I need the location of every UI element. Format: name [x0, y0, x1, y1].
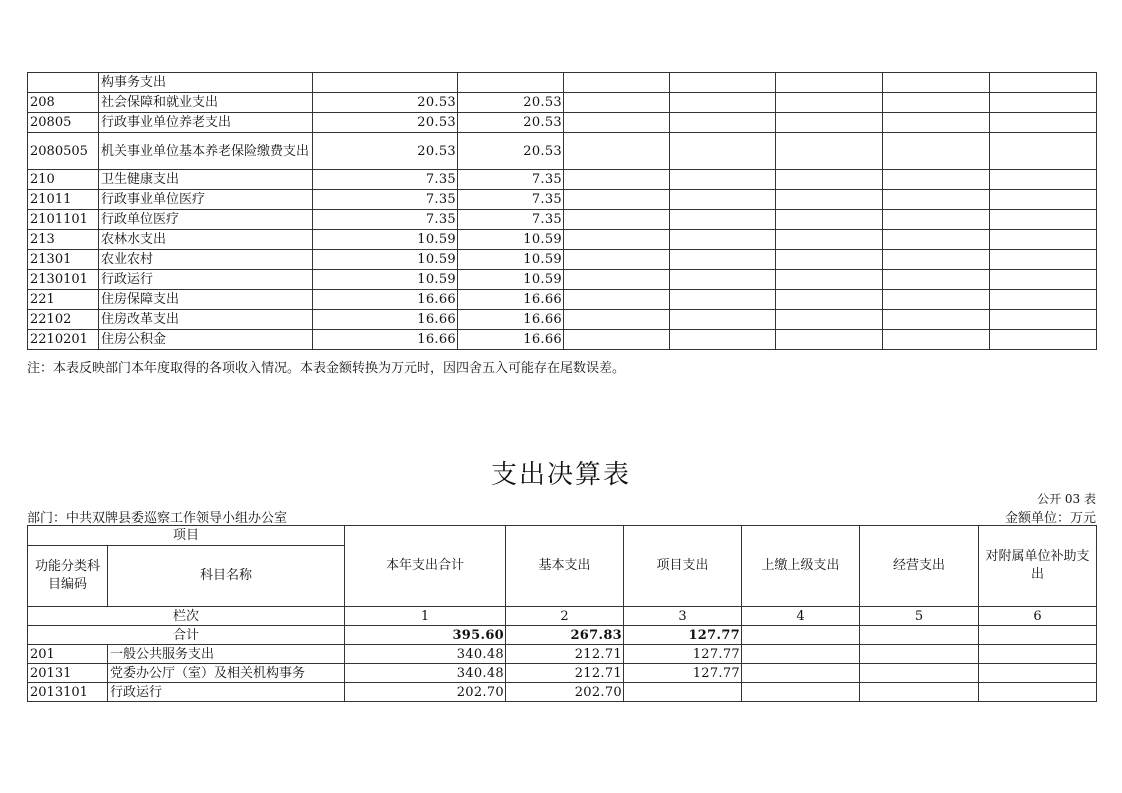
empty-cell — [883, 290, 990, 310]
code-header: 功能分类科目编码 — [28, 546, 108, 607]
project-expense-header: 项目支出 — [624, 526, 742, 607]
department-label: 部门：中共双牌县委巡察工作领导小组办公室 — [27, 511, 288, 526]
empty-cell — [979, 645, 1097, 664]
total-amount — [313, 73, 458, 93]
empty-cell — [670, 170, 776, 190]
basic-amount: 7.35 — [458, 210, 564, 230]
empty-cell — [670, 230, 776, 250]
table-note: 注：本表反映部门本年度取得的各项收入情况。本表金额转换为万元时，因四舍五入可能存在尾数误差。 — [27, 361, 626, 376]
business-header: 经营支出 — [860, 526, 979, 607]
total-amount: 7.35 — [313, 210, 458, 230]
empty-cell — [860, 664, 979, 683]
column-number-row — [28, 607, 1097, 626]
subject-name: 行政单位医疗 — [99, 210, 313, 230]
subject-code: 2101101 — [28, 210, 99, 230]
basic-amount: 212.71 — [506, 664, 624, 683]
table-row — [28, 270, 1097, 290]
empty-cell — [979, 626, 1097, 645]
empty-cell — [776, 310, 883, 330]
empty-cell — [883, 190, 990, 210]
subject-code: 22102 — [28, 310, 99, 330]
empty-cell — [776, 330, 883, 350]
empty-cell — [670, 250, 776, 270]
empty-cell — [670, 330, 776, 350]
empty-cell — [883, 310, 990, 330]
subject-code: 2080505 — [28, 133, 99, 170]
empty-cell — [990, 230, 1097, 250]
empty-cell — [990, 310, 1097, 330]
empty-cell — [776, 210, 883, 230]
empty-cell — [564, 170, 670, 190]
column-number: 5 — [860, 607, 979, 626]
basic-amount: 202.70 — [506, 683, 624, 702]
empty-cell — [776, 73, 883, 93]
empty-cell — [564, 93, 670, 113]
basic-amount: 20.53 — [458, 93, 564, 113]
empty-cell — [990, 190, 1097, 210]
empty-cell — [990, 133, 1097, 170]
empty-cell — [776, 170, 883, 190]
empty-cell — [670, 290, 776, 310]
total-amount: 20.53 — [313, 93, 458, 113]
empty-cell — [670, 190, 776, 210]
empty-cell — [776, 113, 883, 133]
project-amount: 127.77 — [624, 645, 742, 664]
empty-cell — [990, 210, 1097, 230]
empty-cell — [860, 683, 979, 702]
total-amount: 7.35 — [313, 190, 458, 210]
table-row — [28, 93, 1097, 113]
empty-cell — [776, 230, 883, 250]
total-amount: 10.59 — [313, 270, 458, 290]
empty-cell — [564, 270, 670, 290]
subject-code: 21301 — [28, 250, 99, 270]
sum-project: 127.77 — [624, 626, 742, 645]
empty-cell — [883, 250, 990, 270]
subject-name: 机关事业单位基本养老保险缴费支出 — [99, 133, 313, 170]
table-row — [28, 683, 1097, 702]
expenditure-table-body — [28, 526, 1097, 702]
empty-cell — [564, 290, 670, 310]
total-amount: 20.53 — [313, 133, 458, 170]
subject-name: 农林水支出 — [99, 230, 313, 250]
table-row — [28, 664, 1097, 683]
page-title: 支出决算表 — [490, 460, 631, 490]
basic-amount: 212.71 — [506, 645, 624, 664]
empty-cell — [564, 230, 670, 250]
empty-cell — [776, 270, 883, 290]
sum-basic: 267.83 — [506, 626, 624, 645]
expenditure-table — [27, 525, 1097, 702]
empty-cell — [860, 645, 979, 664]
subject-code: 210 — [28, 170, 99, 190]
empty-cell — [564, 250, 670, 270]
empty-cell — [670, 133, 776, 170]
form-number: 公开 03 表 — [1037, 492, 1096, 506]
empty-cell — [776, 250, 883, 270]
table-row — [28, 310, 1097, 330]
empty-cell — [564, 310, 670, 330]
empty-cell — [883, 270, 990, 290]
total-amount: 16.66 — [313, 290, 458, 310]
subject-code: 221 — [28, 290, 99, 310]
total-amount: 10.59 — [313, 250, 458, 270]
table-row — [28, 330, 1097, 350]
subject-code: 2130101 — [28, 270, 99, 290]
empty-cell — [670, 93, 776, 113]
empty-cell — [990, 330, 1097, 350]
total-amount: 20.53 — [313, 113, 458, 133]
empty-cell — [670, 210, 776, 230]
empty-cell — [742, 645, 860, 664]
basic-amount: 7.35 — [458, 170, 564, 190]
subject-code — [28, 73, 99, 93]
income-detail-table — [27, 72, 1097, 350]
column-number: 1 — [345, 607, 506, 626]
empty-cell — [564, 113, 670, 133]
empty-cell — [776, 190, 883, 210]
subject-name: 住房保障支出 — [99, 290, 313, 310]
empty-cell — [883, 93, 990, 113]
project-amount: 127.77 — [624, 664, 742, 683]
subject-code: 2013101 — [28, 683, 108, 702]
table-row — [28, 290, 1097, 310]
subject-name: 构事务支出 — [99, 73, 313, 93]
project-header: 项目 — [28, 526, 345, 546]
table-row — [28, 170, 1097, 190]
total-amount: 340.48 — [345, 645, 506, 664]
empty-cell — [670, 270, 776, 290]
basic-amount: 10.59 — [458, 250, 564, 270]
empty-cell — [670, 310, 776, 330]
empty-cell — [564, 210, 670, 230]
subject-code: 208 — [28, 93, 99, 113]
empty-cell — [883, 113, 990, 133]
empty-cell — [776, 133, 883, 170]
empty-cell — [776, 93, 883, 113]
table-row — [28, 133, 1097, 170]
subject-name: 住房公积金 — [99, 330, 313, 350]
basic-amount: 10.59 — [458, 230, 564, 250]
column-number: 2 — [506, 607, 624, 626]
basic-amount: 20.53 — [458, 113, 564, 133]
empty-cell — [742, 664, 860, 683]
subject-name: 农业农村 — [99, 250, 313, 270]
table-row — [28, 210, 1097, 230]
empty-cell — [990, 93, 1097, 113]
total-amount: 202.70 — [345, 683, 506, 702]
column-label: 栏次 — [28, 607, 345, 626]
empty-cell — [990, 113, 1097, 133]
empty-cell — [883, 230, 990, 250]
total-amount: 16.66 — [313, 330, 458, 350]
subject-code: 213 — [28, 230, 99, 250]
basic-amount: 16.66 — [458, 310, 564, 330]
table-row — [28, 190, 1097, 210]
subject-code: 20131 — [28, 664, 108, 683]
empty-cell — [776, 290, 883, 310]
empty-cell — [990, 73, 1097, 93]
sum-label: 合计 — [28, 626, 345, 645]
subsidiary-header: 对附属单位补助支出 — [979, 526, 1097, 607]
income-table-body — [28, 73, 1097, 350]
column-number: 4 — [742, 607, 860, 626]
subject-name: 社会保障和就业支出 — [99, 93, 313, 113]
subject-name: 行政事业单位养老支出 — [99, 113, 313, 133]
table-row — [28, 250, 1097, 270]
empty-cell — [670, 73, 776, 93]
subject-name: 住房改革支出 — [99, 310, 313, 330]
total-amount: 340.48 — [345, 664, 506, 683]
empty-cell — [860, 626, 979, 645]
subject-name: 行政运行 — [108, 683, 345, 702]
empty-cell — [883, 330, 990, 350]
empty-cell — [979, 683, 1097, 702]
empty-cell — [990, 290, 1097, 310]
empty-cell — [990, 170, 1097, 190]
table-row — [28, 645, 1097, 664]
empty-cell — [564, 190, 670, 210]
subject-name: 一般公共服务支出 — [108, 645, 345, 664]
sum-row — [28, 626, 1097, 645]
basic-amount — [458, 73, 564, 93]
empty-cell — [990, 250, 1097, 270]
total-header: 本年支出合计 — [345, 526, 506, 607]
column-number: 6 — [979, 607, 1097, 626]
empty-cell — [990, 270, 1097, 290]
subject-code: 2210201 — [28, 330, 99, 350]
empty-cell — [742, 683, 860, 702]
subject-code: 20805 — [28, 113, 99, 133]
subject-name: 行政运行 — [99, 270, 313, 290]
subject-code: 21011 — [28, 190, 99, 210]
empty-cell — [564, 133, 670, 170]
amount-unit-label: 金额单位：万元 — [1004, 511, 1096, 526]
total-amount: 16.66 — [313, 310, 458, 330]
project-amount — [624, 683, 742, 702]
empty-cell — [564, 73, 670, 93]
table-row — [28, 113, 1097, 133]
subject-name: 党委办公厅（室）及相关机构事务 — [108, 664, 345, 683]
subject-name: 卫生健康支出 — [99, 170, 313, 190]
subject-code: 201 — [28, 645, 108, 664]
basic-header: 基本支出 — [506, 526, 624, 607]
total-amount: 7.35 — [313, 170, 458, 190]
table-row — [28, 73, 1097, 93]
subject-name: 行政事业单位医疗 — [99, 190, 313, 210]
empty-cell — [883, 133, 990, 170]
name-header: 科目名称 — [108, 546, 345, 607]
empty-cell — [883, 210, 990, 230]
empty-cell — [670, 113, 776, 133]
empty-cell — [883, 73, 990, 93]
column-number: 3 — [624, 607, 742, 626]
total-amount: 10.59 — [313, 230, 458, 250]
sum-total: 395.60 — [345, 626, 506, 645]
header-row — [28, 526, 1097, 546]
basic-amount: 16.66 — [458, 290, 564, 310]
superior-header: 上缴上级支出 — [742, 526, 860, 607]
basic-amount: 7.35 — [458, 190, 564, 210]
basic-amount: 16.66 — [458, 330, 564, 350]
table-row — [28, 230, 1097, 250]
empty-cell — [564, 330, 670, 350]
empty-cell — [979, 664, 1097, 683]
basic-amount: 20.53 — [458, 133, 564, 170]
basic-amount: 10.59 — [458, 270, 564, 290]
empty-cell — [742, 626, 860, 645]
empty-cell — [883, 170, 990, 190]
